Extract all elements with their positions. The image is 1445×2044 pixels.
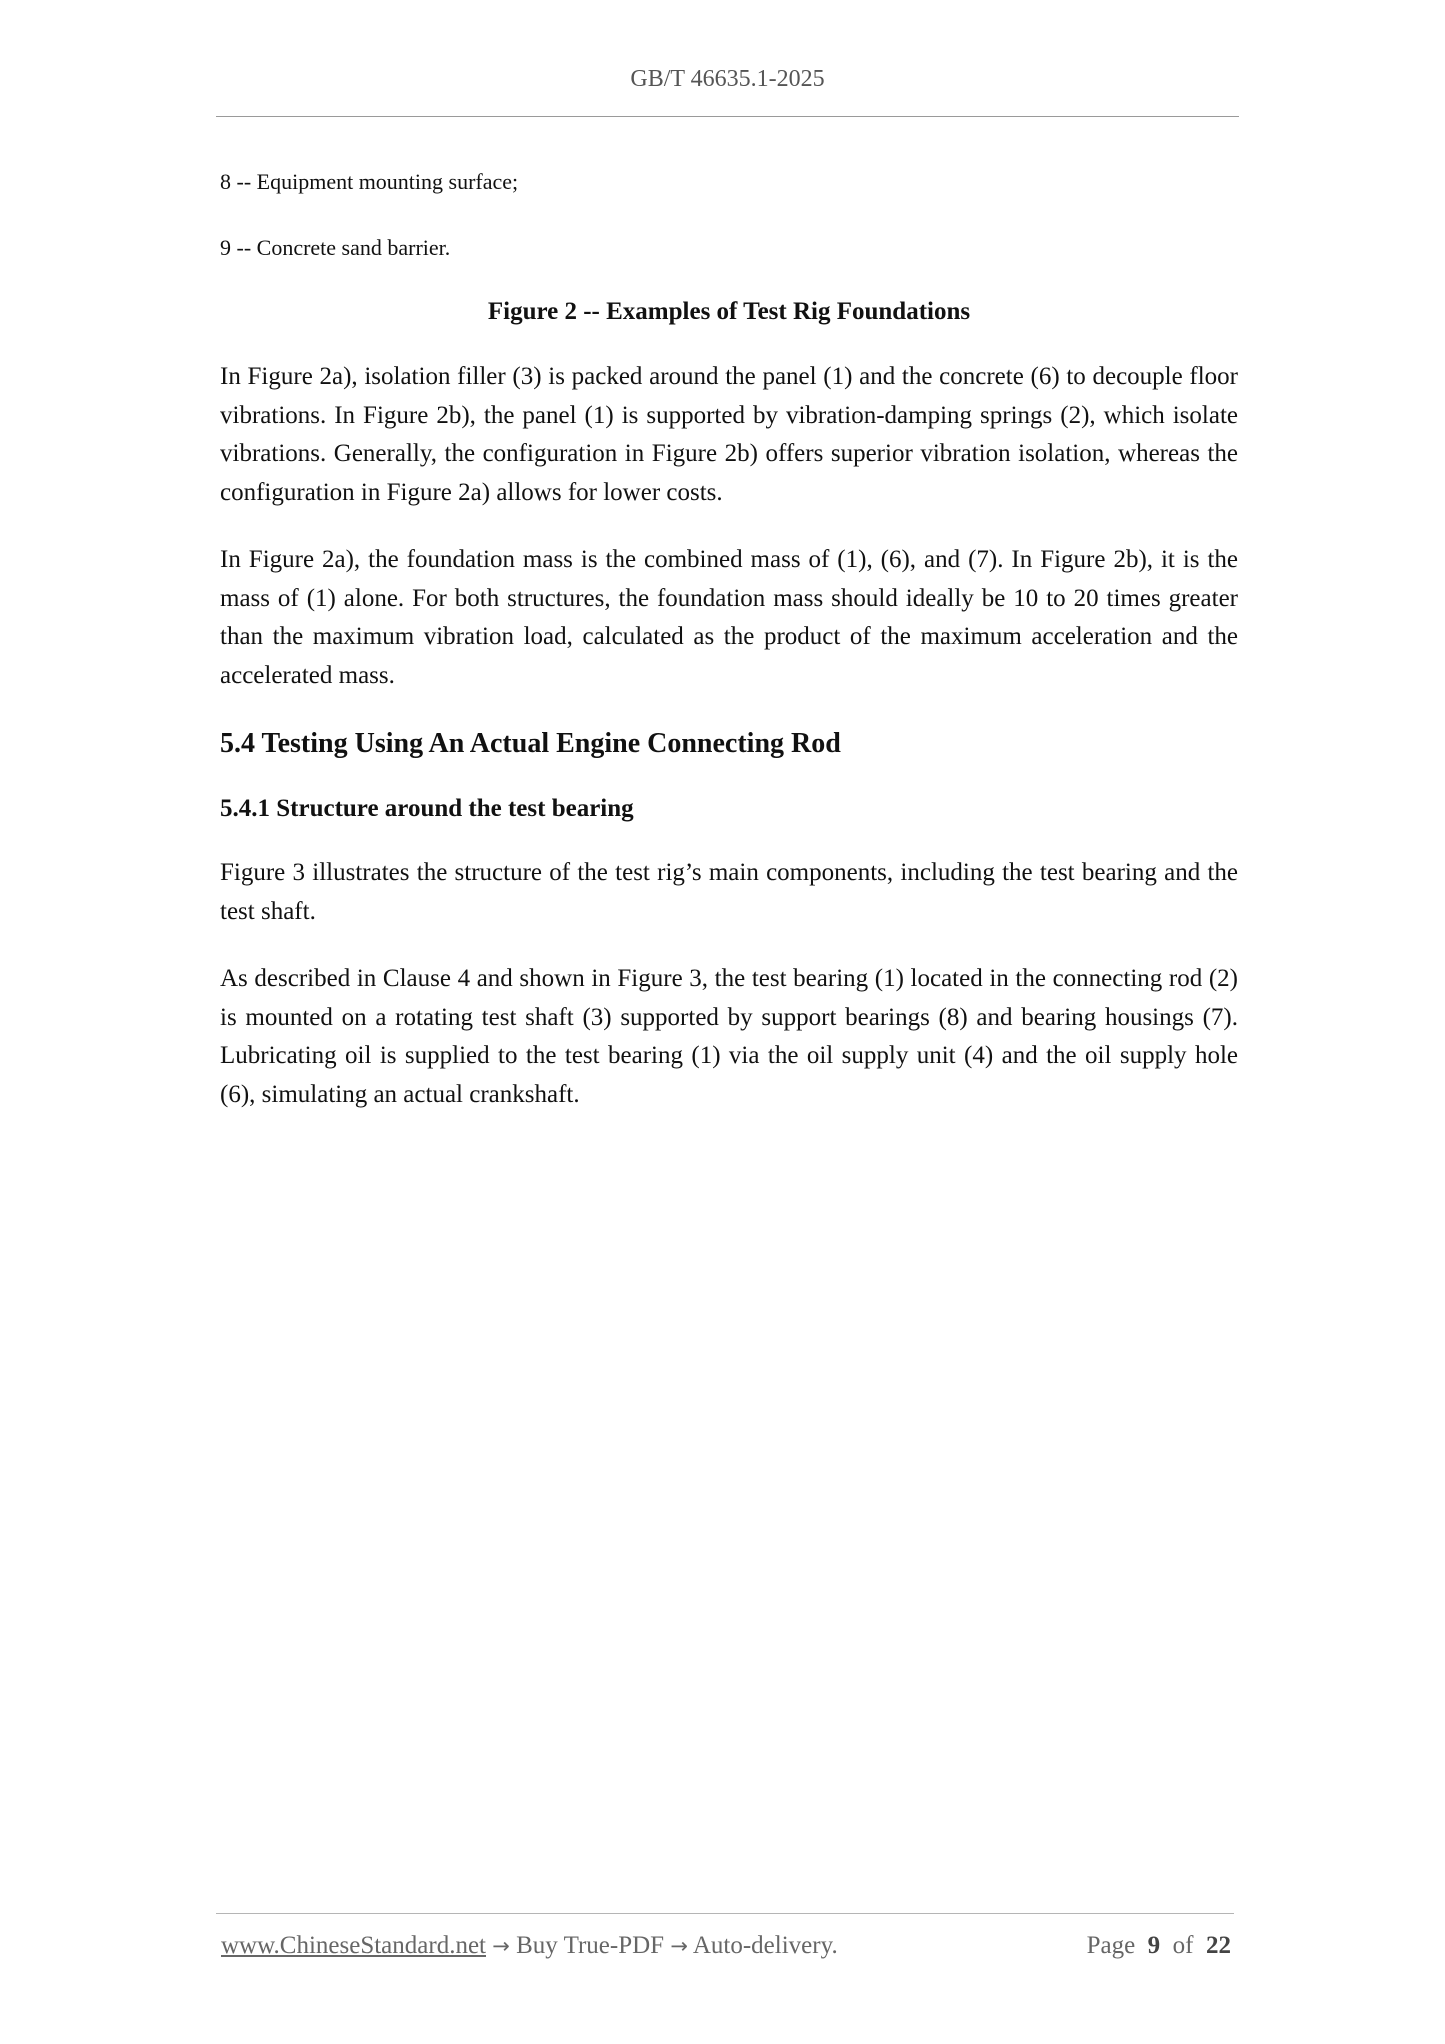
page-word: Page: [1086, 1932, 1136, 1959]
document-code-header: GB/T 46635.1-2025: [630, 66, 825, 92]
arrow-right-icon: →: [670, 1934, 688, 1958]
site-link[interactable]: www.ChineseStandard.net: [221, 1932, 486, 1959]
buy-text: Buy True-PDF: [516, 1932, 665, 1959]
subsection-heading: 5.4.1 Structure around the test bearing: [220, 795, 634, 822]
footer-promo: [221, 1932, 838, 1960]
paragraph-foundation-mass: In Figure 2a), the foundation mass is the combined mass of (1), (6), and (7). In Figure 2b), it is the mass of (1) alone. For both structures, the foundation mass should ideally be 10 to 20 times greater than the maximum vibration load, calculated as the product of the maximum acceleration and the accelerated mass.: [220, 546, 1238, 689]
figure-legend-item-8: 8 -- Equipment mounting surface;: [220, 169, 519, 194]
page-number: 9: [1147, 1932, 1161, 1959]
paragraph-isolation: In Figure 2a), isolation filler (3) is packed around the panel (1) and the concrete (6) to decouple floor vibrations. In Figure 2b), the panel (1) is supported by vibration-damping springs (2), which isolate vibrations. Generally, the configuration in Figure 2b) offers superior vibration isolation, whereas the configuration in Figure 2a) allows for lower costs.: [220, 363, 1238, 506]
of-word: of: [1172, 1932, 1194, 1959]
delivery-text: Auto-delivery.: [692, 1932, 838, 1959]
figure-legend-item-9: 9 -- Concrete sand barrier.: [220, 235, 451, 260]
page-indicator: [1087, 1932, 1231, 1960]
arrow-right-icon: →: [492, 1934, 510, 1958]
page-footer: [221, 1932, 1231, 1972]
header-divider: [216, 116, 1239, 117]
paragraph-figure3-intro: Figure 3 illustrates the structure of the test rig’s main components, including the test bearing and the test shaft.: [220, 859, 1238, 925]
footer-divider: [216, 1913, 1234, 1914]
paragraph-test-bearing-description: As described in Clause 4 and shown in Figure 3, the test bearing (1) located in the connecting rod (2) is mounted on a rotating test shaft (3) supported by support bearings (8) and bearing housings (7). Lubricating oil is supplied to the test bearing (1) via the oil supply unit (4) and the oil supply hole (6), simulating an actual crankshaft.: [220, 965, 1238, 1108]
page-body: [220, 166, 1238, 1143]
total-pages: 22: [1206, 1932, 1231, 1959]
figure-caption: Figure 2 -- Examples of Test Rig Foundations: [487, 298, 971, 325]
section-heading: 5.4 Testing Using An Actual Engine Connecting Rod: [220, 728, 841, 759]
